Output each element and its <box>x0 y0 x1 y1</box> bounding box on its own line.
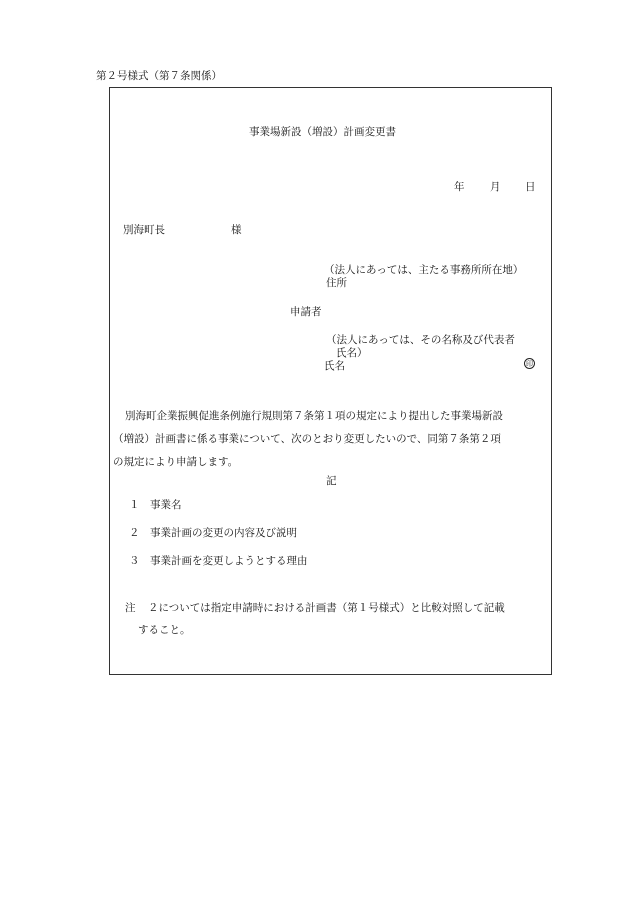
item-number: １ <box>129 499 140 511</box>
form-number: 第２号様式（第７条関係） <box>96 70 222 82</box>
item-label: 事業名 <box>150 499 182 511</box>
address-note: （法人にあっては、主たる事務所所在地） <box>324 264 524 276</box>
body-line-1: 別海町企業振興促進条例施行規則第７条第１項の規定により提出した事業場新設 <box>125 410 503 422</box>
seal-mark: 印 <box>526 360 533 368</box>
address-label: 住所 <box>326 277 347 289</box>
note-line-2: すること。 <box>138 624 191 636</box>
ki-heading: 記 <box>326 475 337 487</box>
name-label: 氏名 <box>324 360 345 372</box>
addressee-name: 別海町長 <box>123 224 165 236</box>
body-line-2: （増設）計画書に係る事業について、次のとおり変更したいので、同第７条第２項 <box>113 433 501 445</box>
item-label: 事業計画を変更しようとする理由 <box>150 555 308 567</box>
name-note-line2: 氏名） <box>336 347 368 359</box>
date-year: 年 <box>454 181 465 193</box>
addressee-honorific: 様 <box>231 224 242 236</box>
item-label: 事業計画の変更の内容及び説明 <box>150 527 297 539</box>
item-number: ３ <box>129 555 140 567</box>
name-note-line1: （法人にあっては、その名称及び代表者 <box>326 334 515 346</box>
date-day: 日 <box>525 181 536 193</box>
note-prefix: 注 <box>125 602 136 614</box>
document-title: 事業場新設（増設）計画変更書 <box>249 126 396 138</box>
note-line-1: ２については指定申請時における計画書（第１号様式）と比較対照して記載 <box>148 602 505 614</box>
date-month: 月 <box>490 181 501 193</box>
form-frame <box>109 87 552 675</box>
applicant-label: 申請者 <box>290 306 322 318</box>
body-line-3: の規定により申請します。 <box>113 456 239 468</box>
item-number: ２ <box>129 527 140 539</box>
